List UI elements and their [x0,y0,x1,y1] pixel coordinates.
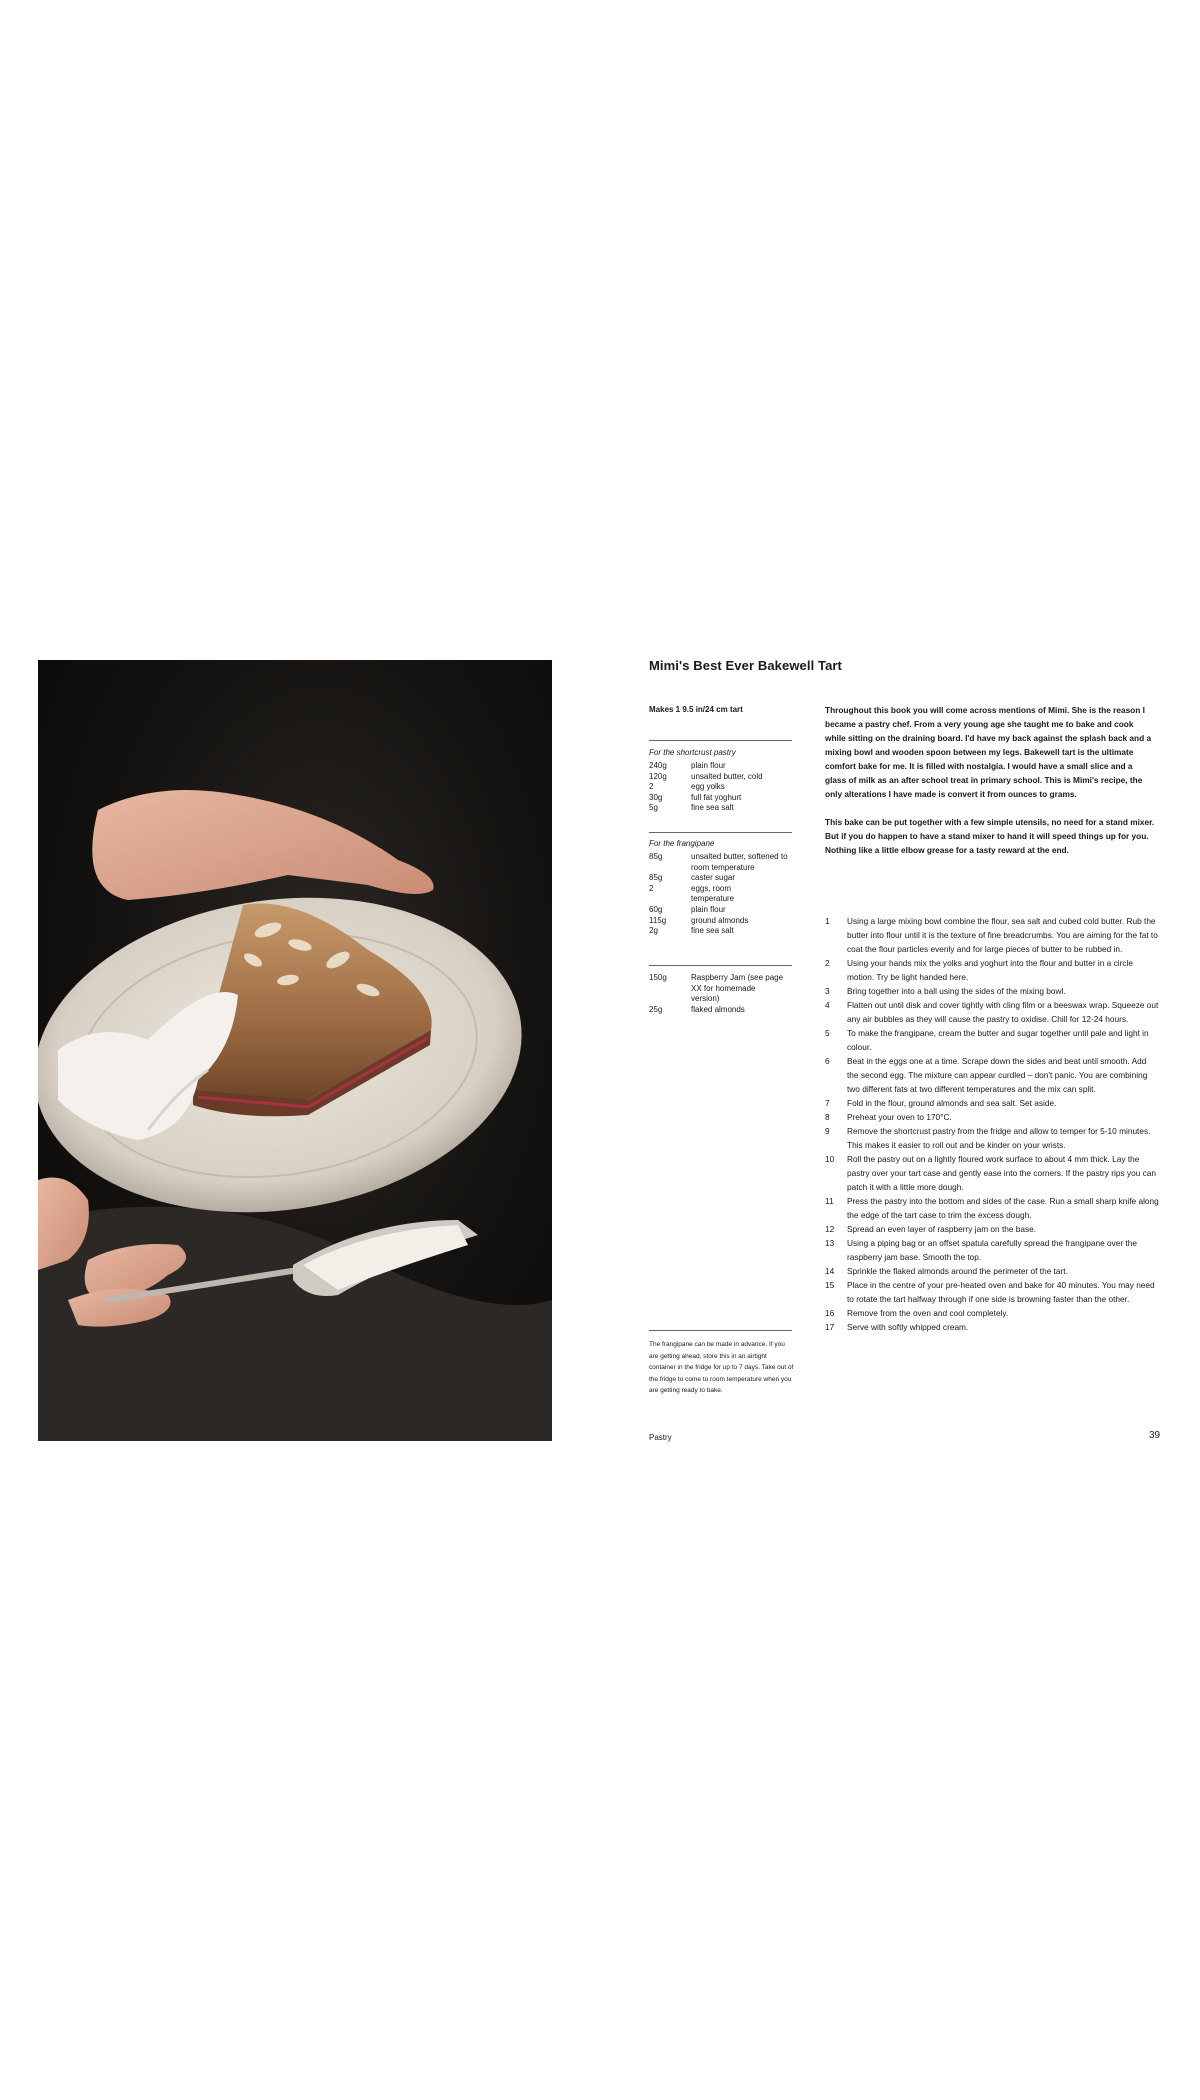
ingredient-row [649,926,799,937]
method-step [825,998,1160,1026]
step-number: 4 [825,1000,830,1010]
topping-ingredients [649,973,799,1015]
intro-paragraph: This bake can be put together with a few simple utensils, no need for a stand mixer. But if you do happen to have a stand mixer to hand it will speed things up for you. Nothing like a little elbow grease for a tasty reward at the end. [825,817,1155,855]
step-number: 6 [825,1056,830,1066]
ingredient-qty: 60g [649,904,663,914]
ingredient-qty: 25g [649,1004,663,1014]
method-step [825,1124,1160,1152]
method-step [825,1320,1160,1334]
ingredient-qty: 85g [649,873,663,883]
method-step [825,1264,1160,1278]
method-step [825,1306,1160,1320]
method-step [825,1152,1160,1194]
step-text: Serve with softly whipped cream. [847,1322,969,1332]
step-number: 2 [825,958,830,968]
step-number: 9 [825,1126,830,1136]
ingredient-qty: 240g [649,761,667,770]
step-text: Remove from the oven and cool completely. [847,1308,1009,1318]
step-number: 13 [825,1238,835,1248]
ingredient-name: unsalted butter, cold [691,771,763,781]
divider [649,832,792,833]
method-step [825,1026,1160,1054]
recipe-title: Mimi's Best Ever Bakewell Tart [649,658,842,673]
ingredient-row [649,793,799,804]
step-text: Press the pastry into the bottom and sides of the case. Run a small sharp knife along the edge of the tart case to trim the excess dough. [847,1196,1159,1220]
ingredient-name: eggs, room temperature [691,883,735,904]
step-text: Fold in the flour, ground almonds and sea salt. Set aside. [847,1098,1057,1108]
ingredient-row [649,884,799,905]
step-number: 8 [825,1112,830,1122]
method-step [825,914,1160,956]
method-step [825,984,1160,998]
method-step [825,1278,1160,1306]
divider [649,1330,792,1331]
ingredient-qty: 150g [649,973,667,982]
ingredient-name: plain flour [691,904,726,914]
ingredient-name: plain flour [691,761,726,770]
pastry-heading: For the shortcrust pastry [649,748,736,757]
ingredient-row [649,803,799,814]
ingredient-row [649,761,799,772]
method-step [825,1096,1160,1110]
step-number: 11 [825,1196,834,1206]
ingredient-name: fine sea salt [691,803,734,813]
ingredient-qty: 30g [649,792,663,802]
tart-slice-on-plate-photo-icon [38,660,552,1441]
step-number: 16 [825,1308,835,1318]
yield-text: Makes 1 9.5 in/24 cm tart [649,705,743,714]
ingredient-row [649,1005,799,1016]
ingredient-row [649,916,799,927]
step-text: Flatten out until disk and cover tightly with cling film or a beeswax wrap. Squeeze out any air bubbles as they will cause the pastry to oxidise. Chill for 12-24 hours. [847,1000,1159,1024]
ingredient-qty: 2 [649,883,654,893]
step-text: Beat in the eggs one at a time. Scrape down the sides and beat until smooth. Add the second egg. The mixture can appear curdled – don't panic. You are combining two different fats at two different temperatures and the mix can split. [847,1056,1148,1094]
method-step [825,1194,1160,1222]
step-number: 3 [825,986,830,996]
frangipane-ingredients [649,852,799,937]
ingredient-name: full fat yoghurt [691,792,742,802]
method-step [825,1110,1160,1124]
step-text: Remove the shortcrust pastry from the fridge and allow to temper for 5-10 minutes. This makes it easier to roll out and be kinder on your wrists. [847,1126,1151,1150]
step-number: 1 [825,916,830,926]
step-text: Place in the centre of your pre-heated oven and bake for 40 minutes. You may need to rotate the tart halfway through if one side is browning faster than the other. [847,1280,1155,1304]
page-number: 39 [1149,1430,1161,1441]
step-number: 5 [825,1028,830,1038]
step-text: Sprinkle the flaked almonds around the perimeter of the tart. [847,1266,1068,1276]
ingredient-row [649,852,799,873]
method-step [825,1054,1160,1096]
section-footer: Pastry [649,1433,672,1442]
ingredient-row [649,905,799,916]
ingredient-name: Raspberry Jam (see page XX for homemade version) [691,973,784,1004]
ingredient-name: caster sugar [691,873,736,883]
ingredient-row [649,782,799,793]
method-step [825,956,1160,984]
ingredient-name: flaked almonds [691,1004,745,1014]
ingredient-name: egg yolks [691,782,725,792]
divider [649,965,792,966]
step-number: 12 [825,1224,835,1234]
ingredient-qty: 120g [649,771,667,781]
ingredient-name: fine sea salt [691,926,734,936]
ingredient-row [649,973,799,1005]
step-number: 14 [825,1266,835,1276]
method-step [825,1236,1160,1264]
divider [649,740,792,741]
ingredient-qty: 2g [649,926,658,936]
step-text: Using your hands mix the yolks and yoghurt into the flour and butter in a circle motion. Try be light handed here. [847,958,1133,982]
intro-text [825,703,1155,871]
step-number: 15 [825,1280,835,1290]
step-number: 17 [825,1322,835,1332]
frangipane-heading: For the frangipane [649,839,715,848]
step-text: Using a piping bag or an offset spatula carefully spread the frangipane over the raspberry jam base. Smooth the top. [847,1238,1137,1262]
step-text: To make the frangipane, cream the butter and sugar together until pale and light in colour. [847,1028,1149,1052]
method-steps [825,914,1160,1334]
ingredient-row [649,873,799,884]
ingredient-qty: 2 [649,782,654,792]
step-text: Spread an even layer of raspberry jam on the base. [847,1224,1037,1234]
step-text: Preheat your oven to 170°C. [847,1112,952,1122]
step-text: Bring together into a ball using the sides of the mixing bowl. [847,986,1066,996]
ingredient-qty: 115g [649,915,667,925]
step-number: 7 [825,1098,830,1108]
make-ahead-note: The frangipane can be made in advance. If you are getting ahead, store this in an airtight container in the fridge for up to 7 days. Take out of the fridge to come to room temperature when you are getting ready to bake. [649,1341,794,1394]
ingredient-qty: 5g [649,803,658,813]
step-number: 10 [825,1154,835,1164]
tart-photo [38,660,552,1441]
intro-paragraph: Throughout this book you will come across mentions of Mimi. She is the reason I became a pastry chef. From a very young age she taught me to bake and cook while sitting on the draining board. I'd have my back against the splash back and a mixing bowl and wooden spoon between my legs. Bakewell tart is the ultimate comfort bake for me. It is filled with nostalgia. I would have a small slice and a glass of milk as an after school treat in primary school. This is Mimi's recipe, the only alterations I have made is convert it from ounces to grams. [825,705,1152,799]
ingredient-name: ground almonds [691,915,749,925]
ingredient-name: unsalted butter, softened to room temperature [691,852,788,872]
ingredient-row [649,772,799,783]
step-text: Using a large mixing bowl combine the flour, sea salt and cubed cold butter. Rub the butter into flour until it is the texture of fine breadcrumbs. You are aiming for the fat to coat the flour particles evenly and for large pieces of butter to be rubbed in. [847,916,1158,954]
method-step [825,1222,1160,1236]
pastry-ingredients [649,761,799,814]
ingredient-qty: 85g [649,852,663,861]
step-text: Roll the pastry out on a lightly floured work surface to about 4 mm thick. Lay the pastry over your tart case and gently ease into the corners. If the pastry rips you can patch it with a little more dough. [847,1154,1156,1192]
